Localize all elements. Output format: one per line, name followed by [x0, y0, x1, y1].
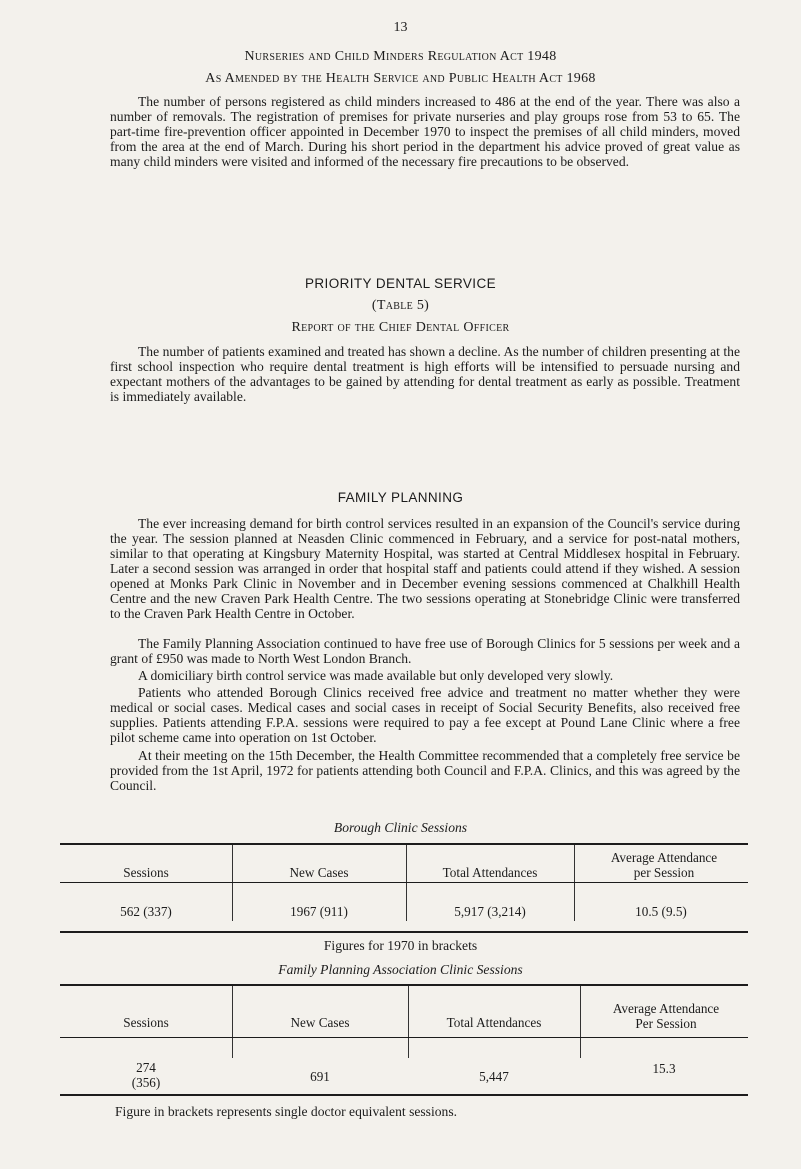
table1-note: Figures for 1970 in brackets: [323, 938, 478, 953]
paragraph-fp-3: A domiciliary birth control service was made available but only developed very slowly.: [138, 668, 614, 683]
table2-note: Figure in brackets represents single doctor equivalent sessions.: [115, 1104, 458, 1119]
table1-caption: Borough Clinic Sessions: [333, 820, 468, 835]
table2-header-total-attendances: Total Attendances: [446, 1015, 542, 1030]
table2-caption: Family Planning Association Clinic Sessions: [278, 962, 523, 977]
table1-cell-average-attendance: 10.5 (9.5): [635, 904, 687, 919]
table2-cell-total-attendances: 5,447: [479, 1069, 509, 1084]
section-title-family-planning: FAMILY PLANNING: [337, 490, 464, 505]
page-number: 13: [393, 20, 408, 35]
table1-header-total-attendances: Total Attendances: [442, 865, 538, 880]
section-title-dental: PRIORITY DENTAL SERVICE: [305, 276, 496, 291]
report-heading: Report of the Chief Dental Officer: [291, 320, 510, 335]
paragraph-child-minders: The number of persons registered as child minders increased to 486 at the end of the year. There was also a number of removals. The registration of premises for private nurseries and play groups rose from 53 to 65. The part-time fire-prevention officer appointed in December 1970 to inspect the premises of all child minders, moved from the area at the end of March. During his short period in the department his advice proved of great value as many child minders were visited and informed of the necessary fire precautions to be observed.: [110, 94, 740, 169]
paragraph-fp-4: Patients who attended Borough Clinics received free advice and treatment no matter whether they were medical or social cases. Medical cases and social cases in receipt of Social Security Benefits, also received free supplies. Patients attending F.P.A. sessions were required to pay a fee except at Pound Lane Clinic where a free pilot scheme came into operation on 1st October.: [110, 685, 740, 745]
table2-header-new-cases: New Cases: [290, 1015, 350, 1030]
table2-cell-average-attendance: 15.3: [652, 1061, 676, 1076]
table2-cell-sessions: 274 (356): [131, 1060, 161, 1090]
table-reference: (Table 5): [371, 298, 430, 313]
paragraph-fp-5: At their meeting on the 15th December, the Health Committee recommended that a completely free service be provided from the 1st April, 1972 for patients attending both Council and F.P.A. Clinics, and this was agreed by the Council.: [110, 748, 740, 793]
table2-cell-new-cases: 691: [310, 1069, 330, 1084]
table1-header-average-attendance: Average Attendance per Session: [610, 850, 718, 880]
table1-header-new-cases: New Cases: [289, 865, 349, 880]
table1-cell-sessions: 562 (337): [120, 904, 172, 919]
paragraph-fp-2: The Family Planning Association continued to have free use of Borough Clinics for 5 sessions per week and a grant of £950 was made to North West London Branch.: [110, 636, 740, 666]
paragraph-dental: The number of patients examined and treated has shown a decline. As the number of children presenting at the first school inspection who require dental treatment is high efforts will be intensified to persuade nursing and expectant mothers of the advantages to be gained by attending for dental treatment as early as possible. Treatment is immediately available.: [110, 344, 740, 404]
table2-header-sessions: Sessions: [123, 1015, 169, 1030]
table1-header-sessions: Sessions: [123, 865, 169, 880]
table1-cell-total-attendances: 5,917 (3,214): [454, 904, 526, 919]
table1-cell-new-cases: 1967 (911): [290, 904, 348, 919]
section-subtitle-amended: As Amended by the Health Service and Public Health Act 1968: [205, 71, 596, 86]
section-title-nurseries: Nurseries and Child Minders Regulation Act 1948: [244, 49, 557, 64]
paragraph-fp-1: The ever increasing demand for birth control services resulted in an expansion of the Council's service during the year. The session planned at Neasden Clinic commenced in February, and a service for post-natal mothers, similar to that operating at Kingsbury Maternity Hospital, was started at Central Middlesex hospital in February. Later a second session was arranged in order that hospital staff and patients could attend if they wished. A session opened at Monks Park Clinic in November and in December evening sessions commenced at Chalkhill Health Centre and the new Craven Park Health Centre. The two sessions operating at Stonebridge Clinic were transferred to the Craven Park Health Centre in October.: [110, 516, 740, 621]
table2-header-average-attendance: Average Attendance Per Session: [612, 1001, 720, 1031]
